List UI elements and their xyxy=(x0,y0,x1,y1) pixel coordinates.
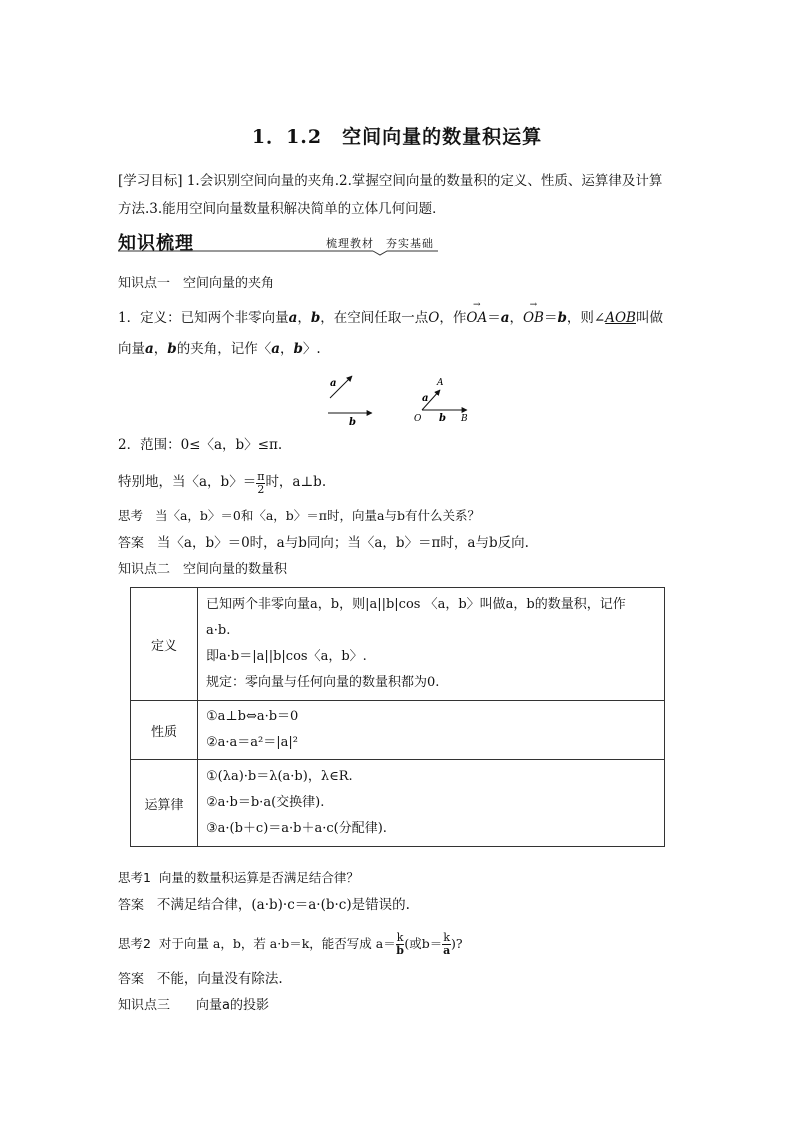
def-text-1: 1．定义：已知两个非零向量 xyxy=(118,310,289,326)
row-content-properties xyxy=(198,701,665,760)
label-A: A xyxy=(437,378,444,388)
frac-k: k xyxy=(396,930,404,944)
def-text-7: 的夹角，记作〈 xyxy=(176,341,272,357)
answer2-text: 不能，向量没有除法. xyxy=(156,971,283,987)
special-text-a: 特别地，当〈a，b〉＝ xyxy=(118,474,257,491)
kp1-heading: 知识点一 空间向量的夹角 xyxy=(118,276,275,291)
fraction-k-over-b xyxy=(396,932,405,957)
goals-text-1: 1.会识别空间向量的夹角.2.掌握空间向量的数量积的定义、性质、运算律及计算 xyxy=(186,173,663,189)
fraction-k-over-a xyxy=(442,932,451,957)
def-line-2: a·b. xyxy=(206,623,231,638)
label-b-left: b xyxy=(349,417,356,428)
def-text-5: 叫做 xyxy=(635,310,663,326)
law-line-3: ③a·(b＋c)＝a·b＋a·c(分配律). xyxy=(206,821,387,836)
row-head-definition: 定义 xyxy=(131,588,198,701)
think2-end: )? xyxy=(450,935,463,951)
def-text-6: 向量 xyxy=(118,341,145,357)
kp3-heading: 知识点三 向量a的投影 xyxy=(118,998,269,1013)
kp2-heading: 知识点二 空间向量的数量积 xyxy=(118,562,288,577)
angle-figure xyxy=(322,370,482,430)
row-head-laws: 运算律 xyxy=(131,760,198,847)
kp1-range: 2．范围：0≤〈a，b〉≤π. xyxy=(118,437,283,453)
label-a-left: a xyxy=(330,378,337,389)
kp2-think2 xyxy=(118,926,463,962)
kp2-think1 xyxy=(118,872,359,885)
goals-label: [学习目标] xyxy=(118,173,183,189)
think2-label: 思考2 xyxy=(118,935,151,951)
prop-line-2: ②a·a＝a²＝|a|² xyxy=(206,735,298,750)
answer-text: 当〈a，b〉＝0时，a与b同向；当〈a，b〉＝π时，a与b反向. xyxy=(156,535,529,551)
frac-b: b xyxy=(396,943,404,957)
table-row xyxy=(131,701,665,760)
def-text-8: 〉. xyxy=(302,341,321,357)
kp1-answer xyxy=(118,537,529,551)
label-b-right: b xyxy=(439,413,446,424)
row-content-laws xyxy=(198,760,665,847)
answer1-text: 不满足结合律，(a·b)·c＝a·(b·c)是错误的. xyxy=(156,897,410,913)
section-title: 知识梳理 xyxy=(118,233,194,254)
def-line-3: 即a·b＝|a||b|cos〈a，b〉. xyxy=(206,649,367,664)
dot-product-table xyxy=(130,587,665,847)
special-text-b: 时，a⊥b. xyxy=(265,474,327,491)
think1-text: 向量的数量积运算是否满足结合律？ xyxy=(158,870,359,885)
think2-mid: (或b＝ xyxy=(404,935,443,951)
answer1-label: 答案 xyxy=(118,898,145,913)
law-line-2: ②a·b＝b·a(交换律). xyxy=(206,795,325,810)
kp2-answer1 xyxy=(118,899,410,913)
think-label: 思考 xyxy=(118,508,144,523)
frac-k2: k xyxy=(443,930,450,944)
frac-a: a xyxy=(443,943,451,957)
learning-goals-line1 xyxy=(118,175,662,189)
kp1-special xyxy=(118,466,326,500)
label-O: O xyxy=(414,414,422,424)
row-content-definition xyxy=(198,588,665,701)
def-line-1: 已知两个非零向量a，b，则|a||b|cos 〈a，b〉叫做a，b的数量积，记作 xyxy=(206,597,626,612)
kp1-think xyxy=(118,510,480,523)
table-row xyxy=(131,588,665,701)
section-tag: 梳理教材 夯实基础 xyxy=(326,237,434,250)
think1-label: 思考1 xyxy=(118,870,151,885)
kp2-answer2 xyxy=(118,973,283,987)
prop-line-1: ①a⊥b⇔a·b＝0 xyxy=(206,709,299,724)
row-head-properties: 性质 xyxy=(131,701,198,760)
def-text-2: ，在空间任取一点 xyxy=(320,310,429,326)
frac-den: 2 xyxy=(257,482,265,496)
def-line-4: 规定：零向量与任何向量的数量积都为0. xyxy=(206,675,440,690)
answer-label: 答案 xyxy=(118,536,145,551)
learning-goals-line2: 方法.3.能用空间向量数量积解决简单的立体几何问题． xyxy=(118,201,446,217)
def-text-3: ，作 xyxy=(439,310,467,326)
label-a-right: a xyxy=(422,393,429,404)
table-row xyxy=(131,760,665,847)
kp1-definition-line1: 1．定义：已知两个非零向量a，b，在空间任取一点O，作→ OA＝a，→ OB＝b，则∠AOB叫做 xyxy=(118,312,663,326)
think2-text: 对于向量 a，b，若 a·b＝k，能否写成 a＝ xyxy=(158,935,396,951)
page-title: 1．1.2 空间向量的数量积运算 xyxy=(251,126,543,148)
think-text: 当〈a，b〉＝0和〈a，b〉＝π时，向量a与b有什么关系？ xyxy=(154,508,480,523)
kp1-definition-line2: 向量a，b的夹角，记作〈a，b〉. xyxy=(118,341,321,357)
law-line-1: ①(λa)·b＝λ(a·b)，λ∈R. xyxy=(206,769,353,784)
answer2-label: 答案 xyxy=(118,972,145,987)
def-text-4: ，则∠ xyxy=(566,310,606,326)
frac-num: π xyxy=(257,469,265,483)
label-B: B xyxy=(461,414,468,424)
fraction-pi-over-2 xyxy=(256,471,265,496)
